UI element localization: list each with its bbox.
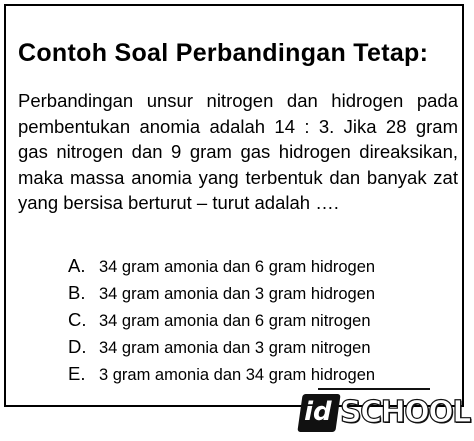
option-text: 34 gram amonia dan 3 gram nitrogen xyxy=(99,339,371,357)
option-c xyxy=(68,309,375,336)
option-text: 34 gram amonia dan 3 gram hidrogen xyxy=(99,285,376,303)
question-text: Perbandingan unsur nitrogen dan hidrogen pada pembentukan anomia adalah 14 : 3. Jika 28 gram gas nitrogen dan 9 gram gas hidrogen direaksikan, maka massa anomia yang terbentuk dan banyak zat yang bersisa berturut – turut adalah …. xyxy=(18,90,458,213)
option-d xyxy=(68,336,375,363)
option-text: 34 gram amonia dan 6 gram hidrogen xyxy=(99,258,376,276)
answer-options xyxy=(68,255,375,390)
option-text: 3 gram amonia dan 34 gram hidrogen xyxy=(99,366,376,384)
card-title: Contoh Soal Perbandingan Tetap: xyxy=(18,39,429,67)
idschool-logo xyxy=(300,388,470,434)
option-b xyxy=(68,282,375,309)
logo-word: SCHOOL xyxy=(340,395,470,430)
option-letter: E. xyxy=(68,363,86,384)
option-letter: B. xyxy=(68,282,86,303)
option-letter: C. xyxy=(68,309,87,330)
option-text: 34 gram amonia dan 6 gram nitrogen xyxy=(99,312,371,330)
option-a xyxy=(68,255,375,282)
question-card xyxy=(4,4,464,407)
option-letter: A. xyxy=(68,255,86,276)
option-e xyxy=(68,363,375,390)
option-letter: D. xyxy=(68,336,87,357)
logo-badge xyxy=(297,394,340,432)
logo-badge-text: id xyxy=(304,397,332,427)
logo-rule xyxy=(318,388,430,390)
